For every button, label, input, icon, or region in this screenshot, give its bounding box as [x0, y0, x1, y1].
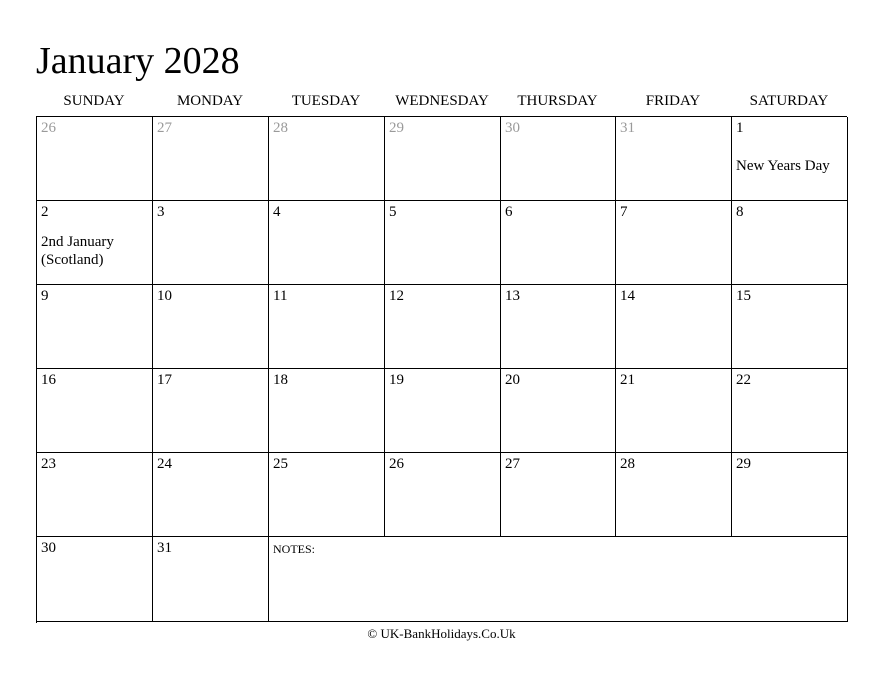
day-cell-7 — [616, 201, 732, 285]
day-number: 13 — [505, 288, 520, 304]
day-number: 10 — [157, 288, 172, 304]
weekday-wednesday: WEDNESDAY — [395, 93, 489, 109]
weekday-sunday: SUNDAY — [63, 93, 125, 109]
day-number: 3 — [157, 204, 165, 220]
day-cell-prev-26 — [37, 117, 153, 201]
day-number: 29 — [736, 456, 751, 472]
page-title: January 2028 — [36, 40, 240, 82]
footer-copyright: © UK-BankHolidays.Co.Uk — [367, 626, 516, 641]
day-cell-25 — [269, 453, 385, 537]
day-number: 15 — [736, 288, 751, 304]
day-cell-4 — [269, 201, 385, 285]
day-cell-15 — [732, 285, 848, 369]
day-cell-3 — [153, 201, 269, 285]
day-number: 30 — [505, 120, 520, 136]
day-cell-10 — [153, 285, 269, 369]
day-number: 14 — [620, 288, 635, 304]
day-cell-5 — [385, 201, 501, 285]
day-number: 20 — [505, 372, 520, 388]
weekday-header-row — [36, 90, 847, 112]
day-cell-6 — [501, 201, 616, 285]
day-cell-22 — [732, 369, 848, 453]
day-cell-prev-29 — [385, 117, 501, 201]
day-number: 31 — [157, 540, 172, 556]
notes-label: NOTES: — [273, 542, 315, 556]
day-number: 16 — [41, 372, 56, 388]
day-number: 5 — [389, 204, 397, 220]
day-number: 28 — [620, 456, 635, 472]
day-cell-28 — [616, 453, 732, 537]
day-cell-26 — [385, 453, 501, 537]
weekday-tuesday: TUESDAY — [291, 93, 361, 109]
day-cell-29 — [732, 453, 848, 537]
day-number: 9 — [41, 288, 49, 304]
day-number: 8 — [736, 204, 744, 220]
day-cell-prev-30 — [501, 117, 616, 201]
day-number: 17 — [157, 372, 172, 388]
day-number: 31 — [620, 120, 635, 136]
day-cell-prev-27 — [153, 117, 269, 201]
day-cell-16 — [37, 369, 153, 453]
day-cell-11 — [269, 285, 385, 369]
day-cell-24 — [153, 453, 269, 537]
day-number: 21 — [620, 372, 635, 388]
day-number: 11 — [273, 288, 288, 304]
day-number: 27 — [157, 120, 172, 136]
day-cell-9 — [37, 285, 153, 369]
day-number: 29 — [389, 120, 404, 136]
day-cell-27 — [501, 453, 616, 537]
day-number: 23 — [41, 456, 56, 472]
day-number: 24 — [157, 456, 172, 472]
day-number: 28 — [273, 120, 288, 136]
day-number: 30 — [41, 540, 56, 556]
day-cell-18 — [269, 369, 385, 453]
day-number: 2 — [41, 204, 49, 220]
day-cell-31 — [153, 537, 269, 622]
day-number: 25 — [273, 456, 288, 472]
day-number: 27 — [505, 456, 520, 472]
holiday-label: 2nd January — [41, 234, 114, 250]
day-number: 1 — [736, 120, 744, 136]
day-cell-21 — [616, 369, 732, 453]
day-cell-prev-28 — [269, 117, 385, 201]
day-cell-12 — [385, 285, 501, 369]
day-cell-19 — [385, 369, 501, 453]
weekday-saturday: SATURDAY — [749, 93, 829, 109]
day-cell-8 — [732, 201, 848, 285]
day-cell-2 — [37, 201, 153, 285]
day-cell-20 — [501, 369, 616, 453]
day-cell-1 — [732, 117, 848, 201]
day-number: 4 — [273, 204, 281, 220]
day-cell-30 — [37, 537, 153, 622]
calendar-grid — [36, 116, 847, 623]
notes-area[interactable] — [269, 537, 848, 622]
holiday-label: New Years Day — [736, 158, 830, 174]
day-number: 22 — [736, 372, 751, 388]
holiday-label-continued: (Scotland) — [41, 252, 104, 268]
day-number: 18 — [273, 372, 288, 388]
day-number: 7 — [620, 204, 628, 220]
day-cell-prev-31 — [616, 117, 732, 201]
day-cell-14 — [616, 285, 732, 369]
day-cell-13 — [501, 285, 616, 369]
day-number: 26 — [41, 120, 56, 136]
day-cell-23 — [37, 453, 153, 537]
day-number: 19 — [389, 372, 404, 388]
weekday-friday: FRIDAY — [645, 93, 701, 109]
weekday-thursday: THURSDAY — [517, 93, 598, 109]
day-number: 26 — [389, 456, 404, 472]
day-number: 12 — [389, 288, 404, 304]
day-cell-17 — [153, 369, 269, 453]
weekday-monday: MONDAY — [176, 93, 244, 109]
day-number: 6 — [505, 204, 513, 220]
